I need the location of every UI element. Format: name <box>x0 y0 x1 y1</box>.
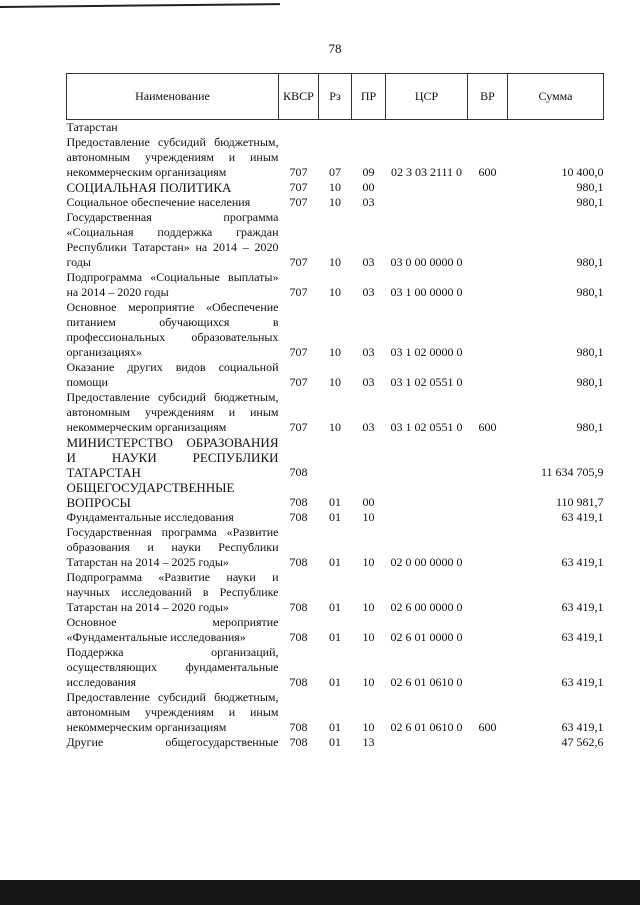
header-vr: ВР <box>468 74 508 120</box>
row-kvsr: 708 <box>289 630 308 644</box>
row-name: МИНИСТЕРСТВО ОБРАЗОВАНИЯ И НАУКИ РЕСПУБЛИКИ ТАТАРСТАН <box>66 435 279 480</box>
table-row <box>67 180 604 195</box>
row-sum: 63 419,1 <box>561 675 604 689</box>
row-name: Государственная программа «Социальная поддержка граждан Республики Татарстан» на 2014 – 2020 годы <box>66 210 279 269</box>
row-vr <box>468 300 508 360</box>
row-kvsr: 707 <box>289 255 308 269</box>
row-rz: 10 <box>329 255 341 269</box>
table-row <box>67 645 604 690</box>
row-rz: 10 <box>329 420 341 434</box>
row-pr: 09 <box>362 165 375 179</box>
row-name: Социальное обеспечение населения <box>66 195 251 209</box>
row-tsr: 03 1 02 0551 0 <box>390 420 463 434</box>
row-name: Подпрограмма «Социальные выплаты» на 2014 – 2020 годы <box>66 270 279 299</box>
row-sum <box>508 120 604 136</box>
row-sum: 63 419,1 <box>561 630 604 644</box>
row-kvsr: 708 <box>289 510 308 524</box>
row-vr <box>468 360 508 390</box>
row-kvsr: 708 <box>289 675 308 689</box>
table-row <box>67 480 604 510</box>
row-name: Предоставление субсидий бюджетным, автономным учреждениям и иным некоммерческим организациям <box>66 390 279 434</box>
row-tsr: 03 0 00 0000 0 <box>390 255 463 269</box>
table-row <box>67 435 604 480</box>
row-sum: 63 419,1 <box>561 720 604 734</box>
row-kvsr: 708 <box>289 600 308 614</box>
row-name: Подпрограмма «Развитие науки и научных исследований в Республике Татарстан на 2014 – 2020 годы» <box>66 570 279 614</box>
table-row <box>67 300 604 360</box>
row-vr: 600 <box>478 720 497 734</box>
row-rz: 07 <box>329 165 341 179</box>
row-name: ОБЩЕГОСУДАРСТВЕННЫЕ ВОПРОСЫ <box>66 480 235 510</box>
scan-bottom-edge <box>0 880 640 905</box>
row-sum: 980,1 <box>576 420 604 434</box>
row-rz: 01 <box>329 600 341 614</box>
row-rz: 10 <box>329 180 341 194</box>
row-rz: 01 <box>329 555 341 569</box>
row-rz: 10 <box>329 195 341 209</box>
row-vr <box>468 645 508 690</box>
row-name: Предоставление субсидий бюджетным, автономным учреждениям и иным некоммерческим организациям <box>66 690 279 734</box>
header-kvsr: КВСР <box>279 74 319 120</box>
row-tsr <box>386 120 468 136</box>
table-row <box>67 615 604 645</box>
row-tsr: 02 0 00 0000 0 <box>390 555 463 569</box>
row-tsr <box>386 180 468 195</box>
row-kvsr: 708 <box>289 465 308 479</box>
row-vr <box>468 570 508 615</box>
row-tsr <box>386 195 468 210</box>
row-sum: 11 634 705,9 <box>540 465 604 479</box>
header-name: Наименование <box>67 74 279 120</box>
row-pr: 10 <box>362 600 375 614</box>
row-sum: 63 419,1 <box>561 555 604 569</box>
table-row <box>67 525 604 570</box>
row-rz: 01 <box>329 675 341 689</box>
row-rz: 01 <box>329 510 341 524</box>
row-kvsr: 707 <box>289 345 308 359</box>
table-row <box>67 510 604 525</box>
row-rz: 10 <box>329 285 341 299</box>
row-vr <box>468 210 508 270</box>
row-tsr: 03 1 02 0000 0 <box>390 345 463 359</box>
table-row <box>67 570 604 615</box>
row-tsr: 02 6 01 0610 0 <box>390 720 463 734</box>
table-header-row <box>67 74 604 120</box>
budget-table <box>66 73 604 750</box>
row-rz: 01 <box>329 495 341 509</box>
row-pr <box>352 120 386 136</box>
row-sum: 110 981,7 <box>555 495 604 509</box>
table-row <box>67 690 604 735</box>
row-sum: 980,1 <box>576 285 604 299</box>
row-tsr <box>386 435 468 480</box>
row-kvsr: 707 <box>289 180 308 194</box>
row-kvsr: 707 <box>289 420 308 434</box>
header-tsr: ЦСР <box>386 74 468 120</box>
page-number: 78 <box>328 41 342 56</box>
row-vr <box>468 735 508 750</box>
row-sum: 63 419,1 <box>561 510 604 524</box>
row-name: Поддержка организаций, осуществляющих фундаментальные исследования <box>66 645 279 689</box>
row-name: Другие общегосударственные <box>66 735 279 749</box>
row-pr: 10 <box>362 720 375 734</box>
row-vr <box>468 120 508 136</box>
row-name: Татарстан <box>66 120 118 134</box>
row-rz: 01 <box>329 630 341 644</box>
row-vr: 600 <box>478 420 497 434</box>
row-tsr: 02 6 00 0000 0 <box>390 600 463 614</box>
row-tsr <box>386 480 468 510</box>
row-tsr: 03 1 02 0551 0 <box>390 375 463 389</box>
row-rz: 10 <box>329 375 341 389</box>
row-vr <box>468 180 508 195</box>
row-pr: 03 <box>362 195 375 209</box>
row-kvsr: 707 <box>289 195 308 209</box>
row-rz: 01 <box>329 720 341 734</box>
row-sum: 980,1 <box>576 180 604 194</box>
row-rz <box>319 120 352 136</box>
row-tsr: 02 6 01 0000 0 <box>390 630 463 644</box>
row-pr: 00 <box>362 495 375 509</box>
row-vr <box>468 615 508 645</box>
row-rz: 01 <box>329 735 341 749</box>
row-sum: 980,1 <box>576 255 604 269</box>
table-row <box>67 360 604 390</box>
row-name: СОЦИАЛЬНАЯ ПОЛИТИКА <box>66 180 232 195</box>
row-sum: 47 562,6 <box>561 735 604 749</box>
table-row <box>67 120 604 136</box>
row-kvsr <box>279 120 319 136</box>
row-name: Оказание других видов социальной помощи <box>66 360 279 389</box>
row-kvsr: 708 <box>289 495 308 509</box>
row-pr: 00 <box>362 180 375 194</box>
header-sum: Сумма <box>508 74 604 120</box>
row-rz <box>319 435 352 480</box>
row-name: Основное мероприятие «Обеспечение питанием обучающихся в профессиональных образовательных организациях» <box>66 300 279 359</box>
table-row <box>67 195 604 210</box>
row-name: Предоставление субсидий бюджетным, автономным учреждениям и иным некоммерческим организациям <box>66 135 279 179</box>
row-name: Государственная программа «Развитие образования и науки Республики Татарстан на 2014 – 2025 годы» <box>66 525 279 569</box>
row-vr <box>468 525 508 570</box>
row-vr <box>468 195 508 210</box>
row-pr: 03 <box>362 345 375 359</box>
row-pr: 10 <box>362 555 375 569</box>
row-pr: 03 <box>362 420 375 434</box>
row-pr: 10 <box>362 630 375 644</box>
row-sum: 980,1 <box>576 345 604 359</box>
row-sum: 980,1 <box>576 375 604 389</box>
table-row <box>67 135 604 180</box>
row-name: Основное мероприятие «Фундаментальные исследования» <box>66 615 279 644</box>
row-kvsr: 707 <box>289 285 308 299</box>
row-tsr: 03 1 00 0000 0 <box>390 285 463 299</box>
row-kvsr: 708 <box>289 720 308 734</box>
row-tsr <box>386 735 468 750</box>
header-rz: Рз <box>319 74 352 120</box>
table-row <box>67 210 604 270</box>
row-tsr <box>386 510 468 525</box>
row-kvsr: 708 <box>289 735 308 749</box>
table-row <box>67 270 604 300</box>
table-row <box>67 735 604 750</box>
row-tsr: 02 6 01 0610 0 <box>390 675 463 689</box>
row-vr <box>468 480 508 510</box>
row-pr: 13 <box>362 735 375 749</box>
row-kvsr: 707 <box>289 165 308 179</box>
row-vr <box>468 270 508 300</box>
row-sum: 63 419,1 <box>561 600 604 614</box>
row-pr: 10 <box>362 510 375 524</box>
row-sum: 980,1 <box>576 195 604 209</box>
row-name: Фундаментальные исследования <box>66 510 234 524</box>
table-row <box>67 390 604 435</box>
row-kvsr: 707 <box>289 375 308 389</box>
row-pr: 03 <box>362 375 375 389</box>
row-vr <box>468 435 508 480</box>
row-vr: 600 <box>478 165 497 179</box>
header-pr: ПР <box>352 74 386 120</box>
row-pr: 03 <box>362 285 375 299</box>
scan-top-edge-line <box>0 3 280 8</box>
row-vr <box>468 510 508 525</box>
row-pr <box>352 435 386 480</box>
row-tsr: 02 3 03 2111 0 <box>390 165 463 179</box>
row-pr: 03 <box>362 255 375 269</box>
row-pr: 10 <box>362 675 375 689</box>
row-rz: 10 <box>329 345 341 359</box>
row-sum: 10 400,0 <box>561 165 604 179</box>
row-kvsr: 708 <box>289 555 308 569</box>
